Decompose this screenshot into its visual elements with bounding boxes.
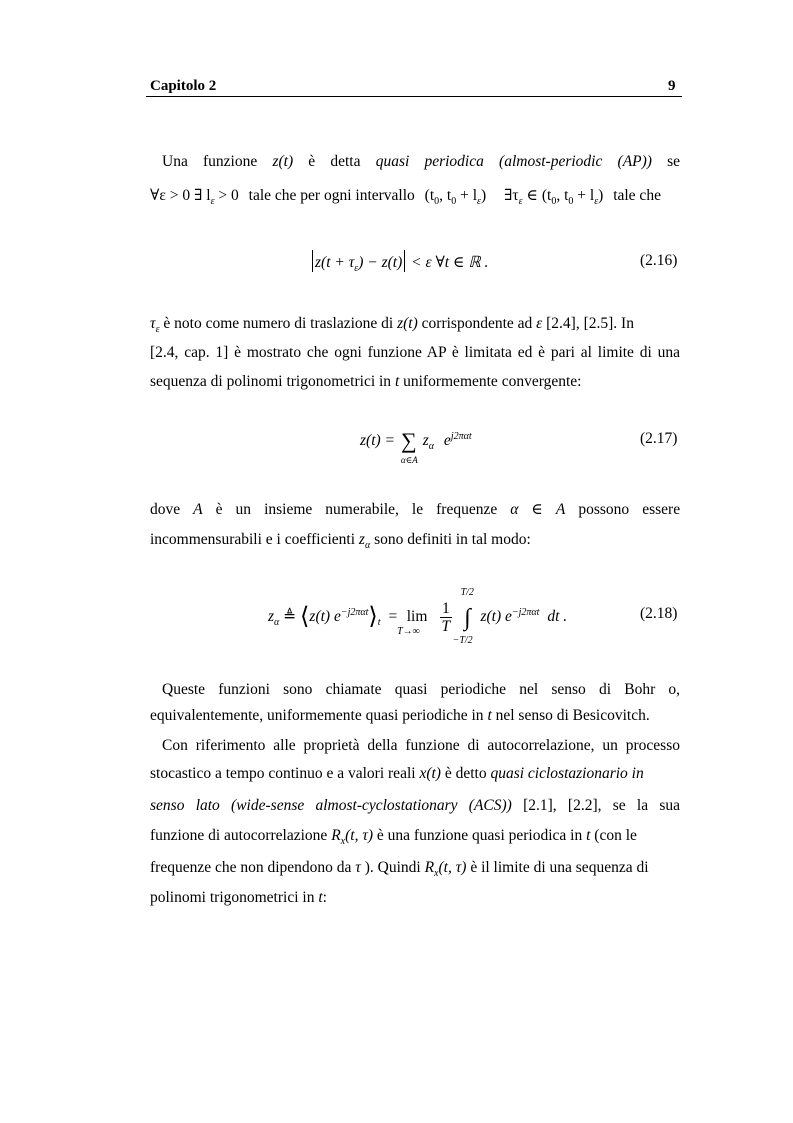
para1-line2: ∀ε > 0 ∃ $l_\varepsilon > 0$ tale che per ogni intervallo ($t_0$, $t_0 + l_\varepsilon$) $\exists\tau_\varepsilon$ ∈ ($t_0$, $t_0 + l_\varepsilon$) tale che xyxy=(150,187,661,208)
chapter-title: Capitolo 2 xyxy=(150,78,217,94)
para1-line1: Una funzione z(t) è detta quasi periodica (almost-periodic (AP)) se xyxy=(162,153,681,170)
header-rule xyxy=(146,96,682,97)
page-number: 9 xyxy=(668,78,676,94)
equation-number-2-16: (2.16) xyxy=(640,252,678,269)
para2-line3: sequenza di polinomi trigonometrici in t uniformemente convergente: xyxy=(150,373,582,390)
para3-line2: incommensurabili e i coefficienti $z_\alpha$ sono definiti in tal modo: xyxy=(150,531,531,552)
equation-2-18: $z_\alpha$ ≜ ⟨z(t) $e^{-j2\pi\alpha t}⟩_t = \lim$ T→∞ $\frac{1}{T}$ ∫ T/2 −T/2 z(t) $e^{-j2\pi\alpha t}$ dt . xyxy=(268,587,568,647)
para5-line6: polinomi trigonometrici in t: xyxy=(150,889,327,906)
para4-line1: Queste funzioni sono chiamate quasi periodiche nel senso di Bohr o, xyxy=(162,681,681,698)
equation-2-16: $z(t + \tau_\varepsilon) - z(t) < \varepsilon$ ∀t ∈ ℝ . xyxy=(310,250,488,272)
equation-number-2-18: (2.18) xyxy=(640,605,678,622)
equation-number-2-17: (2.17) xyxy=(640,430,678,447)
para5-line2: stocastico a tempo continuo e a valori reali x(t) è detto quasi ciclostazionario in xyxy=(150,765,644,782)
para5-line4: funzione di autocorrelazione $R_x(t$, τ) è una funzione quasi periodica in t (con le xyxy=(150,827,637,848)
equation-2-17: z(t) = ∑ α∈A $z_\alpha$ $e^{j2\pi\alpha t}$ xyxy=(360,428,472,465)
para3-line1: dove A è un insieme numerabile, le frequenze α ∈ A possono essere xyxy=(150,501,681,518)
para2-line2: [2.4, cap. 1] è mostrato che ogni funzione AP è limitata ed è pari al limite di una xyxy=(150,344,680,361)
para4-line2: equivalentemente, uniformemente quasi periodiche in t nel senso di Besicovitch. xyxy=(150,707,650,724)
para5-line1: Con riferimento alle proprietà della funzione di autocorrelazione, un processo xyxy=(162,737,680,754)
para2-line1: $\tau_\varepsilon$ è noto come numero di traslazione di z(t) corrispondente ad ε [2.4], [2.5]. In xyxy=(150,315,634,336)
para5-line5: frequenze che non dipendono da τ ). Quindi $R_x(t$, τ) è il limite di una sequenza di xyxy=(150,859,649,880)
para5-line3: senso lato (wide-sense almost-cyclostationary (ACS)) [2.1], [2.2], se la sua xyxy=(150,797,681,814)
